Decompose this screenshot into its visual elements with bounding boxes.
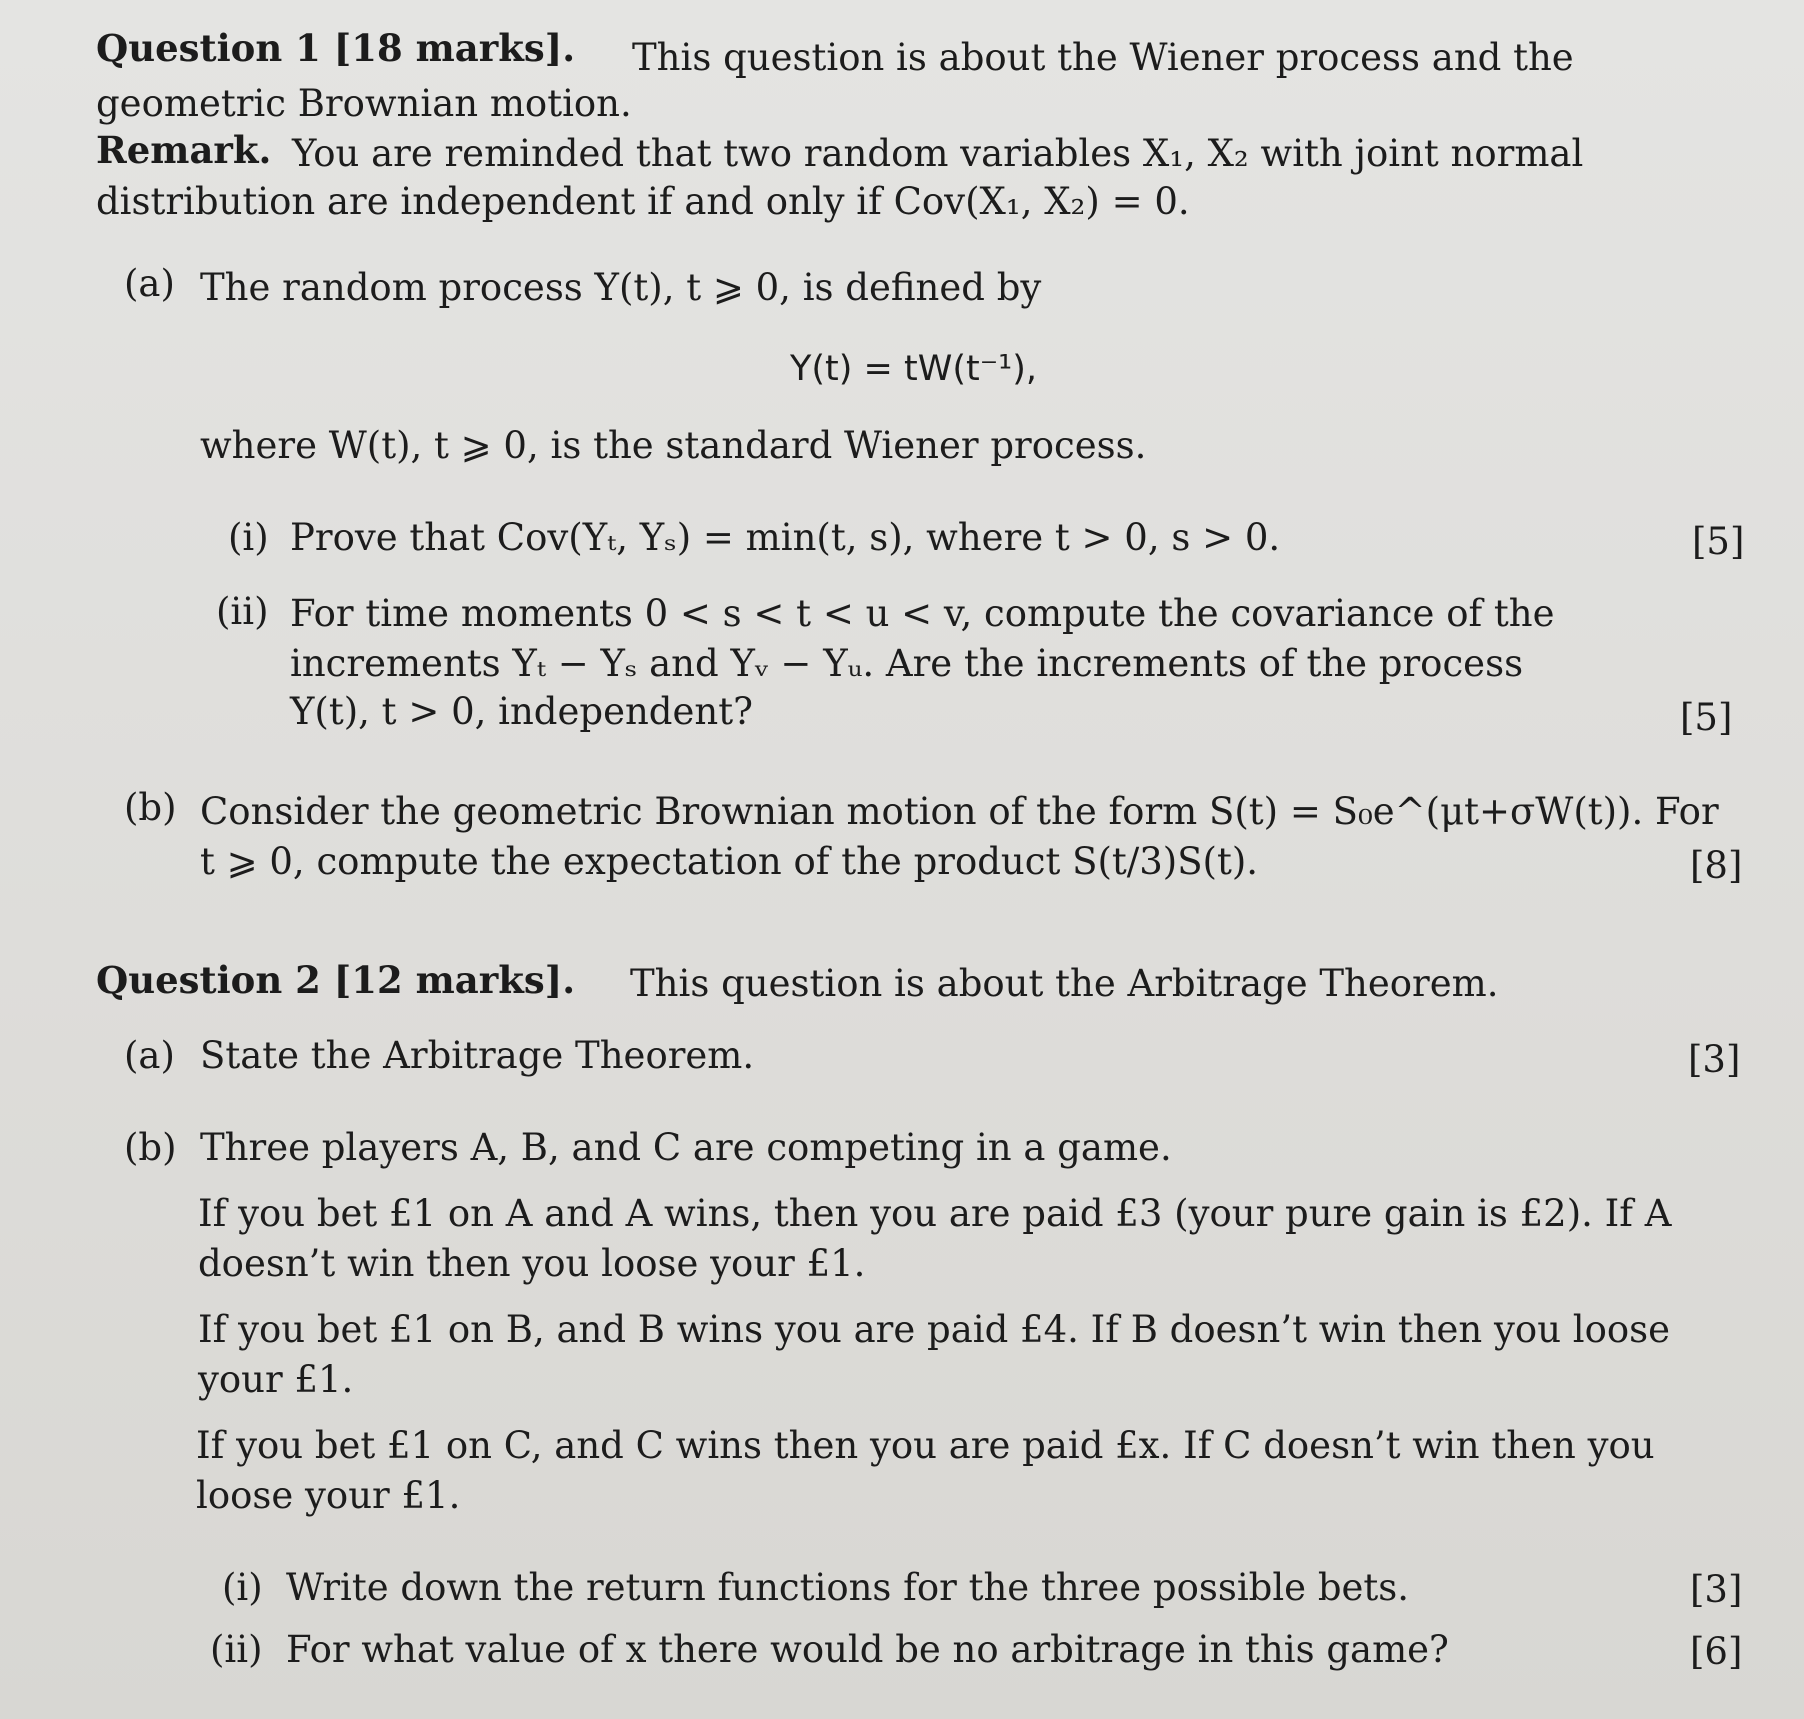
q1-part-b-line-1: Consider the geometric Brownian motion of the form S(t) = S₀e^(μt+σW(t)). For	[200, 790, 1719, 833]
q2-part-b-line-1: Three players A, B, and C are competing in a game.	[200, 1126, 1172, 1169]
q2-b-bet-b-line-2: your £1.	[198, 1358, 354, 1401]
q2-part-b-label: (b)	[124, 1126, 177, 1169]
q1-a-i-label: (i)	[228, 516, 269, 559]
q2-part-a-text: State the Arbitrage Theorem.	[200, 1034, 755, 1077]
remark-line-2: distribution are independent if and only if Cov(X₁, X₂) = 0.	[96, 180, 1190, 223]
q2-b-ii-marks: [6]	[1690, 1630, 1743, 1673]
q1-part-a-equation: Y(t) = tW(t⁻¹),	[790, 349, 1037, 389]
q1-a-ii-marks: [5]	[1680, 696, 1733, 739]
q1-part-b-marks: [8]	[1690, 844, 1743, 887]
q2-b-bet-a-line-1: If you bet £1 on A and A wins, then you are paid £3 (your pure gain is £2). If A	[198, 1192, 1672, 1235]
q1-a-ii-line-3: Y(t), t > 0, independent?	[290, 690, 753, 733]
q1-part-b-line-2: t ⩾ 0, compute the expectation of the product S(t/3)S(t).	[200, 840, 1259, 883]
q2-b-i-label: (i)	[222, 1566, 263, 1609]
q2-b-bet-c-line-2: loose your £1.	[196, 1474, 461, 1517]
q1-a-ii-line-1: For time moments 0 < s < t < u < v, compute the covariance of the	[290, 592, 1555, 635]
q1-a-i-marks: [5]	[1692, 520, 1745, 563]
q2-b-ii-label: (ii)	[210, 1628, 263, 1671]
q1-a-ii-label: (ii)	[216, 590, 269, 633]
q2-b-bet-b-line-1: If you bet £1 on B, and B wins you are paid £4. If B doesn’t win then you loose	[198, 1308, 1671, 1351]
q2-part-a-marks: [3]	[1688, 1038, 1741, 1081]
q1-part-a-line-1: The random process Y(t), t ⩾ 0, is defined by	[200, 266, 1042, 309]
q2-part-a-label: (a)	[124, 1034, 175, 1077]
question-2-heading: Question 2 [12 marks].	[96, 958, 576, 1002]
question-1-intro-line-2: geometric Brownian motion.	[96, 82, 632, 125]
question-1-heading: Question 1 [18 marks].	[96, 26, 576, 70]
remark-line-1: You are reminded that two random variables X₁, X₂ with joint normal	[292, 132, 1584, 175]
q1-a-ii-line-2: increments Yₜ − Yₛ and Yᵥ − Yᵤ. Are the increments of the process	[290, 642, 1524, 685]
remark-label: Remark.	[96, 128, 272, 172]
q2-b-bet-a-line-2: doesn’t win then you loose your £1.	[198, 1242, 866, 1285]
q2-b-i-text: Write down the return functions for the three possible bets.	[286, 1566, 1410, 1609]
question-2-intro: This question is about the Arbitrage Theorem.	[630, 962, 1499, 1005]
q1-part-b-label: (b)	[124, 786, 177, 829]
q1-part-a-label: (a)	[124, 262, 175, 305]
q2-b-bet-c-line-1: If you bet £1 on C, and C wins then you are paid £x. If C doesn’t win then you	[196, 1424, 1655, 1467]
question-1-intro-line-1: This question is about the Wiener process and the	[632, 36, 1574, 79]
q1-part-a-line-2: where W(t), t ⩾ 0, is the standard Wiener process.	[200, 424, 1147, 467]
q1-a-i-text: Prove that Cov(Yₜ, Yₛ) = min(t, s), where t > 0, s > 0.	[290, 516, 1281, 559]
q2-b-ii-text: For what value of x there would be no arbitrage in this game?	[286, 1628, 1449, 1671]
q2-b-i-marks: [3]	[1690, 1568, 1743, 1611]
